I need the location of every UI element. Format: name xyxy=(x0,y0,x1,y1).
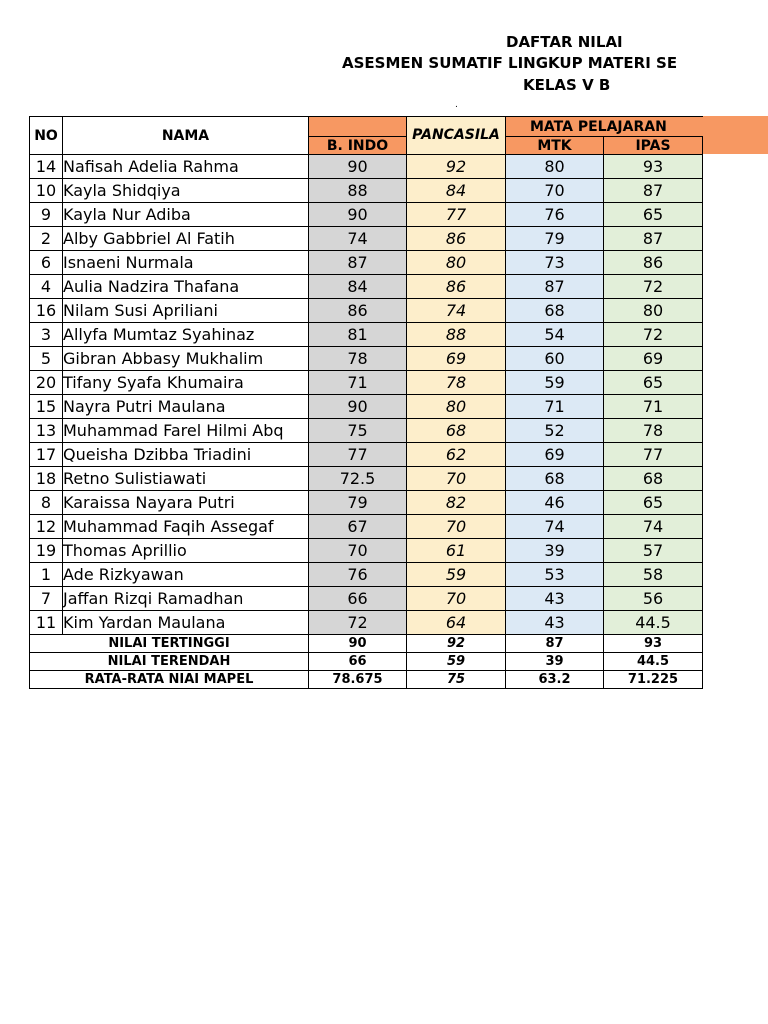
cell-pancasila: 86 xyxy=(407,275,506,299)
cell-pancasila: 88 xyxy=(407,323,506,347)
cell-no: 15 xyxy=(30,395,63,419)
cell-b-indo: 79 xyxy=(309,491,407,515)
cell-ipas: 65 xyxy=(604,491,703,515)
table-row xyxy=(30,467,703,491)
cell-pancasila: 70 xyxy=(407,587,506,611)
table-row xyxy=(30,443,703,467)
cell-pancasila: 92 xyxy=(407,155,506,179)
cell-mtk: 68 xyxy=(506,467,604,491)
cell-mtk: 68 xyxy=(506,299,604,323)
cell-nama: Karaissa Nayara Putri xyxy=(63,491,309,515)
table-row xyxy=(30,563,703,587)
table-row xyxy=(30,251,703,275)
cell-mtk: 79 xyxy=(506,227,604,251)
cell-nama: Kayla Nur Adiba xyxy=(63,203,309,227)
cell-b-indo: 87 xyxy=(309,251,407,275)
header-mtk: MTK xyxy=(506,137,604,155)
cell-nama: Muhammad Farel Hilmi Abq xyxy=(63,419,309,443)
cell-pancasila: 62 xyxy=(407,443,506,467)
title-kelas: KELAS V B xyxy=(523,76,611,94)
cell-no: 4 xyxy=(30,275,63,299)
cell-mtk: 53 xyxy=(506,563,604,587)
cell-pancasila: 61 xyxy=(407,539,506,563)
cell-pancasila: 70 xyxy=(407,515,506,539)
table-row xyxy=(30,587,703,611)
cell-mtk: 43 xyxy=(506,611,604,635)
table-row xyxy=(30,275,703,299)
cell-b-indo: 67 xyxy=(309,515,407,539)
cell-nama: Gibran Abbasy Mukhalim xyxy=(63,347,309,371)
table-row xyxy=(30,611,703,635)
cell-pancasila: 70 xyxy=(407,467,506,491)
cell-b-indo: 71 xyxy=(309,371,407,395)
cell-nama: Allyfa Mumtaz Syahinaz xyxy=(63,323,309,347)
cell-nama: Tifany Syafa Khumaira xyxy=(63,371,309,395)
cell-nama: Kayla Shidqiya xyxy=(63,179,309,203)
table-row xyxy=(30,323,703,347)
cell-mtk: 52 xyxy=(506,419,604,443)
cell-pancasila: 59 xyxy=(407,563,506,587)
header-b-indo: B. INDO xyxy=(309,137,407,155)
title-asesmen: ASESMEN SUMATIF LINGKUP MATERI SE xyxy=(342,54,678,72)
table-row xyxy=(30,347,703,371)
cell-b-indo: 84 xyxy=(309,275,407,299)
cell-no: 20 xyxy=(30,371,63,395)
cell-no: 7 xyxy=(30,587,63,611)
cell-mtk: 74 xyxy=(506,515,604,539)
cell-no: 13 xyxy=(30,419,63,443)
cell-nama: Aulia Nadzira Thafana xyxy=(63,275,309,299)
summary-row xyxy=(30,671,703,689)
cell-ipas: 72 xyxy=(604,323,703,347)
cell-ipas: 87 xyxy=(604,179,703,203)
summary-ipas: 93 xyxy=(604,635,703,653)
header-mata-pelajaran: MATA PELAJARAN xyxy=(506,117,703,137)
cell-b-indo: 78 xyxy=(309,347,407,371)
table-summary xyxy=(30,635,703,689)
table-row xyxy=(30,395,703,419)
grades-table xyxy=(29,116,703,689)
cell-pancasila: 69 xyxy=(407,347,506,371)
cell-no: 10 xyxy=(30,179,63,203)
cell-nama: Isnaeni Nurmala xyxy=(63,251,309,275)
header-ipas: IPAS xyxy=(604,137,703,155)
cell-ipas: 65 xyxy=(604,371,703,395)
cell-b-indo: 66 xyxy=(309,587,407,611)
cell-b-indo: 90 xyxy=(309,203,407,227)
header-no: NO xyxy=(30,117,63,155)
cell-nama: Thomas Aprillio xyxy=(63,539,309,563)
table-row xyxy=(30,371,703,395)
cell-mtk: 46 xyxy=(506,491,604,515)
cell-pancasila: 80 xyxy=(407,251,506,275)
cell-ipas: 44.5 xyxy=(604,611,703,635)
cell-mtk: 76 xyxy=(506,203,604,227)
summary-row xyxy=(30,635,703,653)
cell-nama: Queisha Dzibba Triadini xyxy=(63,443,309,467)
cell-b-indo: 70 xyxy=(309,539,407,563)
header-mapel-fill xyxy=(309,117,407,137)
cell-ipas: 78 xyxy=(604,419,703,443)
cell-b-indo: 88 xyxy=(309,179,407,203)
cell-mtk: 87 xyxy=(506,275,604,299)
cell-no: 2 xyxy=(30,227,63,251)
cell-b-indo: 76 xyxy=(309,563,407,587)
cell-pancasila: 77 xyxy=(407,203,506,227)
cell-ipas: 93 xyxy=(604,155,703,179)
cell-pancasila: 78 xyxy=(407,371,506,395)
summary-pancasila: 75 xyxy=(407,671,506,689)
cell-no: 5 xyxy=(30,347,63,371)
table-row xyxy=(30,299,703,323)
cell-ipas: 56 xyxy=(604,587,703,611)
cell-no: 14 xyxy=(30,155,63,179)
cell-ipas: 58 xyxy=(604,563,703,587)
summary-b-indo: 66 xyxy=(309,653,407,671)
cell-ipas: 86 xyxy=(604,251,703,275)
cell-pancasila: 74 xyxy=(407,299,506,323)
summary-row xyxy=(30,653,703,671)
cell-mtk: 60 xyxy=(506,347,604,371)
cell-nama: Alby Gabbriel Al Fatih xyxy=(63,227,309,251)
header-nama: NAMA xyxy=(63,117,309,155)
cell-b-indo: 90 xyxy=(309,395,407,419)
cell-no: 16 xyxy=(30,299,63,323)
summary-mtk: 87 xyxy=(506,635,604,653)
summary-pancasila: 92 xyxy=(407,635,506,653)
cell-no: 18 xyxy=(30,467,63,491)
cell-ipas: 72 xyxy=(604,275,703,299)
cell-no: 1 xyxy=(30,563,63,587)
summary-b-indo: 90 xyxy=(309,635,407,653)
stray-dot: . xyxy=(455,100,458,110)
cell-b-indo: 72 xyxy=(309,611,407,635)
cell-b-indo: 72.5 xyxy=(309,467,407,491)
cell-no: 19 xyxy=(30,539,63,563)
cell-no: 3 xyxy=(30,323,63,347)
cell-nama: Ade Rizkyawan xyxy=(63,563,309,587)
title-daftar-nilai: DAFTAR NILAI xyxy=(506,33,623,51)
table-row xyxy=(30,491,703,515)
cell-mtk: 71 xyxy=(506,395,604,419)
cell-b-indo: 81 xyxy=(309,323,407,347)
table-body xyxy=(30,155,703,635)
cell-ipas: 74 xyxy=(604,515,703,539)
cell-nama: Kim Yardan Maulana xyxy=(63,611,309,635)
cell-nama: Muhammad Faqih Assegaf xyxy=(63,515,309,539)
table-row xyxy=(30,419,703,443)
summary-label: NILAI TERENDAH xyxy=(30,653,309,671)
cell-b-indo: 86 xyxy=(309,299,407,323)
summary-ipas: 44.5 xyxy=(604,653,703,671)
cell-pancasila: 84 xyxy=(407,179,506,203)
cell-no: 12 xyxy=(30,515,63,539)
cell-mtk: 59 xyxy=(506,371,604,395)
summary-ipas: 71.225 xyxy=(604,671,703,689)
cell-nama: Retno Sulistiawati xyxy=(63,467,309,491)
summary-pancasila: 59 xyxy=(407,653,506,671)
cell-no: 17 xyxy=(30,443,63,467)
cell-no: 11 xyxy=(30,611,63,635)
cell-ipas: 80 xyxy=(604,299,703,323)
cell-nama: Nayra Putri Maulana xyxy=(63,395,309,419)
table-row xyxy=(30,515,703,539)
cell-no: 6 xyxy=(30,251,63,275)
cell-no: 8 xyxy=(30,491,63,515)
cell-mtk: 39 xyxy=(506,539,604,563)
cell-pancasila: 68 xyxy=(407,419,506,443)
cell-nama: Jaffan Rizqi Ramadhan xyxy=(63,587,309,611)
summary-b-indo: 78.675 xyxy=(309,671,407,689)
cell-nama: Nilam Susi Apriliani xyxy=(63,299,309,323)
cell-mtk: 69 xyxy=(506,443,604,467)
cell-ipas: 69 xyxy=(604,347,703,371)
cell-pancasila: 82 xyxy=(407,491,506,515)
cell-nama: Nafisah Adelia Rahma xyxy=(63,155,309,179)
cell-ipas: 71 xyxy=(604,395,703,419)
table-row xyxy=(30,539,703,563)
header-pancasila: PANCASILA xyxy=(407,117,506,155)
cell-mtk: 70 xyxy=(506,179,604,203)
summary-mtk: 63.2 xyxy=(506,671,604,689)
table-row xyxy=(30,227,703,251)
cell-b-indo: 90 xyxy=(309,155,407,179)
cell-b-indo: 74 xyxy=(309,227,407,251)
cell-mtk: 80 xyxy=(506,155,604,179)
table-row xyxy=(30,155,703,179)
cell-no: 9 xyxy=(30,203,63,227)
title-clip-mask xyxy=(702,20,768,80)
cell-mtk: 73 xyxy=(506,251,604,275)
header-fill-extension xyxy=(702,116,768,154)
cell-b-indo: 77 xyxy=(309,443,407,467)
cell-pancasila: 86 xyxy=(407,227,506,251)
table-row xyxy=(30,203,703,227)
cell-pancasila: 80 xyxy=(407,395,506,419)
summary-label: NILAI TERTINGGI xyxy=(30,635,309,653)
cell-mtk: 43 xyxy=(506,587,604,611)
cell-ipas: 68 xyxy=(604,467,703,491)
cell-ipas: 87 xyxy=(604,227,703,251)
cell-mtk: 54 xyxy=(506,323,604,347)
cell-pancasila: 64 xyxy=(407,611,506,635)
table-row xyxy=(30,179,703,203)
cell-ipas: 57 xyxy=(604,539,703,563)
cell-b-indo: 75 xyxy=(309,419,407,443)
summary-mtk: 39 xyxy=(506,653,604,671)
summary-label: RATA-RATA NIAI MAPEL xyxy=(30,671,309,689)
cell-ipas: 65 xyxy=(604,203,703,227)
cell-ipas: 77 xyxy=(604,443,703,467)
